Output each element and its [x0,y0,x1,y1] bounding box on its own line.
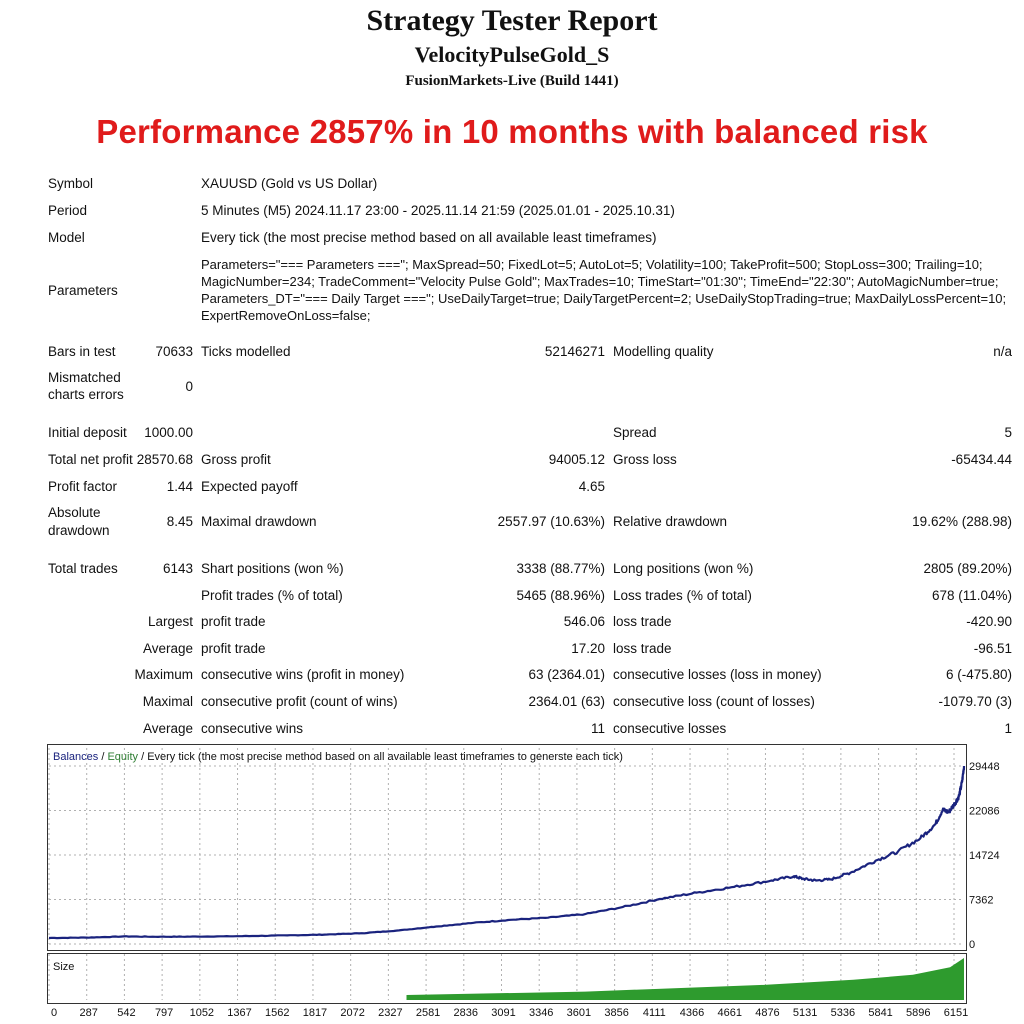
bars-label: Bars in test [48,344,116,359]
largest-profit-value: 546.06 [563,614,605,629]
mismatch-value: 0 [185,379,193,394]
legend-equity: Equity [107,751,139,763]
x-tick-label: 3856 [604,1007,629,1019]
average-consecutive-label: Average [142,721,193,736]
long-label: Long positions (won %) [613,561,754,576]
parameters-line: Parameters="=== Parameters ==="; MaxSpread=50; FixedLot=5; AutoLot=5; Volatility=100; TakeProfit=500; StopLoss=300; Trailing=10; [201,257,983,272]
balance-line [49,766,964,938]
x-tick-label: 0 [51,1007,58,1019]
ticks-label: Ticks modelled [201,344,291,359]
x-tick-label: 6151 [943,1007,969,1019]
svg-text:Balances / Equity / Every tick [53,751,623,763]
y-tick-label: 14724 [969,850,1000,862]
absdd-value: 8.45 [166,514,193,529]
x-tick-label: 1562 [265,1007,290,1019]
netprofit-value: 28570.68 [136,452,193,467]
trades-label: Total trades [48,561,118,576]
maxdd-value: 2557.97 (10.63%) [497,514,605,529]
profitfactor-value: 1.44 [166,479,193,494]
x-tick-label: 2072 [340,1007,365,1019]
payoff-value: 4.65 [578,479,605,494]
average-profit-label: profit trade [201,641,266,656]
absdd-label: Absolute [48,505,101,520]
largest-profit-label: profit trade [201,614,266,629]
avg-wins-value: 11 [590,721,605,736]
grossprofit-value: 94005.12 [548,452,605,467]
mismatch-label: charts errors [48,387,124,402]
x-tick-label: 542 [117,1007,136,1019]
avg-losses-label: consecutive losses [613,721,727,736]
largest-loss-label: loss trade [613,614,672,629]
symbol-label: Symbol [48,176,94,191]
grossprofit-label: Gross profit [201,452,271,467]
average-loss-label: loss trade [613,641,672,656]
max-wins-value: 63 (2364.01) [528,667,605,682]
x-tick-label: 1367 [227,1007,252,1019]
largest-loss-value: -420.90 [966,614,1012,629]
quality-label: Modelling quality [613,344,714,359]
quality-value: n/a [993,344,1012,359]
maximum-label: Maximum [134,667,193,682]
expert-name: VelocityPulseGold_S [414,42,610,67]
spread-value: 5 [1004,425,1012,440]
x-tick-label: 797 [154,1007,174,1019]
x-tick-label: 5131 [792,1007,818,1019]
x-tick-label: 3601 [566,1007,592,1019]
mismatch-label: Mismatched [48,370,121,385]
legend-description: Every tick (the most precise method based on all available least timeframes to generste each tick) [147,751,623,763]
maximal-loss-value: -1079.70 (3) [938,694,1012,709]
maximal-loss-label: consecutive loss (count of losses) [613,694,815,709]
losstrades-value: 678 (11.04%) [931,588,1012,603]
average-loss-value: -96.51 [973,641,1012,656]
payoff-label: Expected payoff [201,479,298,494]
reldd-label: Relative drawdown [613,514,728,529]
size-area [49,958,964,1000]
parameters-line: ExpertRemoveOnLoss=false; [201,308,371,323]
model-value: Every tick (the most precise method based on all available least timeframes) [201,230,657,245]
performance-headline: Performance 2857% in 10 months with balanced risk [96,113,928,150]
report-title: Strategy Tester Report [366,4,658,37]
max-wins-label: consecutive wins (profit in money) [201,667,405,682]
x-tick-label: 5336 [830,1007,856,1019]
long-value: 2805 (89.20%) [923,561,1012,576]
max-losses-label: consecutive losses (loss in money) [613,667,822,682]
netprofit-label: Total net profit [48,452,133,467]
y-tick-label: 29448 [969,761,1000,773]
x-tick-label: 3346 [528,1007,554,1019]
x-tick-label: 5841 [868,1007,893,1019]
trades-value: 6143 [162,561,193,576]
parameters-label: Parameters [48,283,118,298]
bars-value: 70633 [155,344,193,359]
symbol-value: XAUUSD (Gold vs US Dollar) [201,176,378,191]
avg-losses-value: 1 [1004,721,1012,736]
model-label: Model [48,230,85,245]
ticks-value: 52146271 [544,344,605,359]
x-tick-label: 1052 [189,1007,215,1019]
maxdd-label: Maximal drawdown [201,514,317,529]
profittrades-value: 5465 (88.96%) [516,588,605,603]
legend-separator: / [138,751,148,763]
x-tick-label: 287 [79,1007,98,1019]
average-profit-value: 17.20 [571,641,605,656]
max-losses-value: 6 (-475.80) [945,667,1012,682]
deposit-label: Initial deposit [48,425,127,440]
period-label: Period [48,203,88,218]
x-tick-label: 5896 [906,1007,931,1019]
profittrades-label: Profit trades (% of total) [201,588,343,603]
short-label: Shart positions (won %) [201,561,344,576]
x-tick-label: 1817 [302,1007,328,1019]
period-value: 5 Minutes (M5) 2024.11.17 23:00 - 2025.11.14 21:59 (2025.01.01 - 2025.10.31) [201,203,675,218]
x-tick-label: 2327 [378,1007,403,1019]
x-tick-label: 3091 [491,1007,516,1019]
legend-separator: / [98,751,108,763]
legend-balance: Balances [53,751,99,763]
maximal-profit-value: 2364.01 (63) [528,694,605,709]
spread-label: Spread [613,425,657,440]
x-tick-label: 2836 [453,1007,479,1019]
largest-label: Largest [147,614,193,629]
x-tick-label: 4366 [679,1007,705,1019]
profitfactor-label: Profit factor [48,479,118,494]
x-tick-label: 4876 [755,1007,780,1019]
x-tick-label: 4111 [642,1007,666,1019]
losstrades-label: Loss trades (% of total) [613,588,752,603]
avg-wins-label: consecutive wins [201,721,304,736]
y-tick-label: 22086 [969,805,1000,818]
absdd-label: drawdown [48,523,110,538]
deposit-value: 1000.00 [144,425,193,440]
maximal-profit-label: consecutive profit (count of wins) [201,694,398,709]
y-tick-label: 7362 [969,894,994,907]
grossloss-value: -65434.44 [951,452,1012,467]
y-tick-label: 0 [969,939,976,951]
server-build: FusionMarkets-Live (Build 1441) [405,73,619,89]
maximal-label: Maximal [142,694,193,709]
short-value: 3338 (88.77%) [516,561,605,576]
parameters-line: Parameters_DT="=== Daily Target ==="; UseDailyTarget=true; DailyTargetPercent=2; UseDailyStopTrading=true; MaxDailyLossPercent=10; [201,291,1007,306]
x-tick-label: 2581 [415,1007,441,1019]
size-label: Size [53,961,75,973]
grossloss-label: Gross loss [613,452,677,467]
x-tick-label: 4661 [717,1007,742,1019]
parameters-line: MagicNumber=234; TradeComment="Velocity Pulse Gold"; MaxTrades=10; TimeStart="01:30"; TimeEnd="22:30"; AutoMagicNumber=true; [201,274,999,289]
reldd-value: 19.62% (288.98) [912,514,1012,529]
average-label: Average [142,641,193,656]
